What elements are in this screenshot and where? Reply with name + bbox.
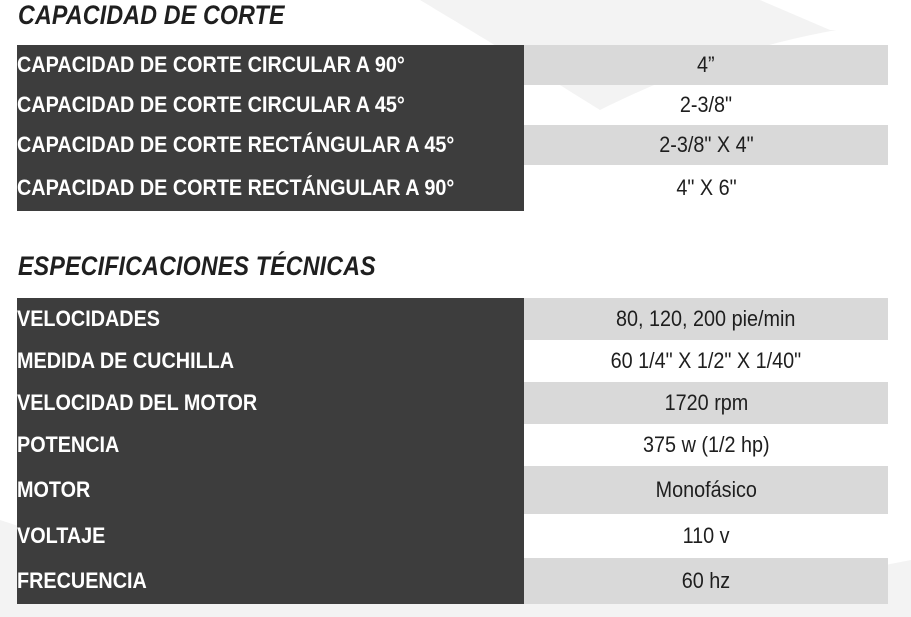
row-value: 2-3/8" <box>679 92 733 117</box>
row-label: FRECUENCIA <box>17 558 524 604</box>
row-label: VELOCIDADES <box>17 298 524 340</box>
row-value: Monofásico <box>524 466 888 514</box>
row-label: MOTOR <box>17 466 524 514</box>
section-title-especificaciones: ESPECIFICACIONES TÉCNICAS <box>18 251 376 281</box>
table-row <box>17 125 888 165</box>
row-value: 110 v <box>682 523 730 548</box>
table-row <box>17 382 888 424</box>
table-row <box>17 45 888 85</box>
row-value: 4" X 6" <box>675 175 737 200</box>
row-value: 2-3/8" X 4" <box>524 125 888 165</box>
row-value: 60 hz <box>524 558 888 604</box>
row-label: CAPACIDAD DE CORTE RECTÁNGULAR A 90° <box>17 165 524 211</box>
row-value: 1720 rpm <box>524 382 888 424</box>
row-label: CAPACIDAD DE CORTE CIRCULAR A 90° <box>17 45 524 85</box>
table-row <box>17 424 888 466</box>
table-capacidad-de-corte <box>17 45 888 211</box>
row-value: 80, 120, 200 pie/min <box>524 298 888 340</box>
table-row <box>17 85 888 125</box>
section-title-capacidad: CAPACIDAD DE CORTE <box>18 0 285 30</box>
row-value: 4” <box>524 45 888 85</box>
row-label: CAPACIDAD DE CORTE CIRCULAR A 45° <box>17 85 524 125</box>
row-label: VOLTAJE <box>17 514 524 558</box>
table-row <box>17 165 888 211</box>
table-row <box>17 466 888 514</box>
row-value: 60 1/4" X 1/2" X 1/40" <box>610 348 802 373</box>
table-especificaciones-tecnicas <box>17 298 888 604</box>
row-label: MEDIDA DE CUCHILLA <box>17 340 524 382</box>
table-row <box>17 298 888 340</box>
row-value: 375 w (1/2 hp) <box>642 432 770 457</box>
row-label: CAPACIDAD DE CORTE RECTÁNGULAR A 45° <box>17 125 524 165</box>
table-row <box>17 340 888 382</box>
table-row <box>17 558 888 604</box>
row-label: VELOCIDAD DEL MOTOR <box>17 382 524 424</box>
table-row <box>17 514 888 558</box>
row-label: POTENCIA <box>17 424 524 466</box>
